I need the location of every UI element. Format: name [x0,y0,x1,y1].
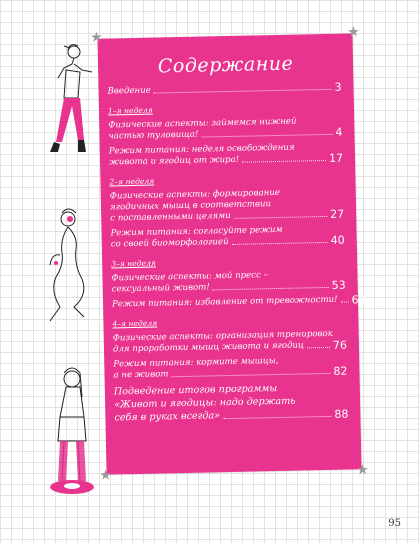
toc-entry[interactable] [114,381,349,425]
illustration-woman-on-scale [38,365,108,505]
toc-entry-text: Физические аспекты: организация тренировок [112,328,333,344]
week-label: 4–я неделя [112,318,158,329]
illustration-seated-woman [30,205,100,335]
toc-entry-text: ягодичных мышц в соответствии [109,199,272,213]
contents-title: Содержание [157,52,294,78]
toc-entry-text: Физические аспекты: формирование [109,187,281,202]
toc-entry-text: с поставленными целями [110,210,231,224]
toc-entry-text: Физические аспекты: мой пресс – [111,270,268,284]
toc-page-number: 4 [335,125,343,139]
toc-page-number: 88 [334,407,349,421]
toc-entry-text: для проработки мышц живота и ягодиц [112,340,305,355]
leader-dots [242,160,326,163]
toc-entry-text: живота и ягодиц от жира! [108,154,240,168]
toc-page-number: 82 [333,364,348,378]
leader-dots [223,416,331,419]
leader-dots [232,242,328,245]
leader-dots [307,347,330,348]
toc-entry-text: Режим питания: согласуйте режим [110,224,283,239]
toc-page-number: 17 [328,151,344,165]
toc-entry[interactable] [107,82,341,98]
toc-entry[interactable] [108,116,342,143]
contents-card [89,24,370,484]
toc-entry[interactable] [113,329,347,356]
toc-entry-text: Введение [107,85,151,97]
toc-entry-text: со своей биоморфологией [110,237,229,250]
toc-entry-text: «Живот и ягодицы: надо держать [114,395,296,411]
toc-entry-text: Подведение итогов программы [113,383,278,398]
toc-entry[interactable] [109,142,343,169]
toc-page-number: 40 [330,233,345,247]
week-label: 3–я неделя [111,258,157,269]
star-icon: ★ [89,29,103,46]
leader-dots [341,302,349,303]
leader-dots [201,134,332,138]
toc-entry-text: Режим питания: неделя освобождения [108,142,295,157]
toc-entry[interactable] [111,293,366,311]
star-icon: ★ [346,24,360,41]
leader-dots [172,373,331,377]
toc-page-number: 53 [331,278,346,292]
toc-entry-text: Режим питания: избавление от тревожности! [111,294,338,310]
week-label: 2–я неделя [109,176,155,187]
toc-entry-text: сексуальный живот! [111,282,210,295]
leader-dots [234,216,327,219]
toc-page-number: 76 [332,338,348,352]
toc-entry[interactable] [113,355,347,382]
toc-entry-text: частью туловища! [108,129,199,142]
toc-page-number: 3 [334,80,342,94]
leader-dots [213,287,329,290]
toc-entry-text: Физические аспекты: займемся нижней [108,116,297,131]
toc-entry[interactable] [110,187,345,225]
star-icon: ★ [99,467,113,484]
week-label: 1–я неделя [107,105,153,116]
toc-entry[interactable] [111,269,345,296]
toc-entry-text: Режим питания: кормите мышцы, [113,355,279,370]
star-icon: ★ [356,462,370,479]
toc-entry[interactable] [110,224,344,251]
leader-dots [154,89,332,94]
toc-entry-text: а не живот [113,369,169,381]
toc-entry-text: себя в руках всегда» [114,410,221,424]
table-of-contents [107,78,366,425]
toc-page-number: 68 [351,293,366,307]
page-number: 95 [388,518,401,529]
toc-page-number: 27 [330,207,345,221]
